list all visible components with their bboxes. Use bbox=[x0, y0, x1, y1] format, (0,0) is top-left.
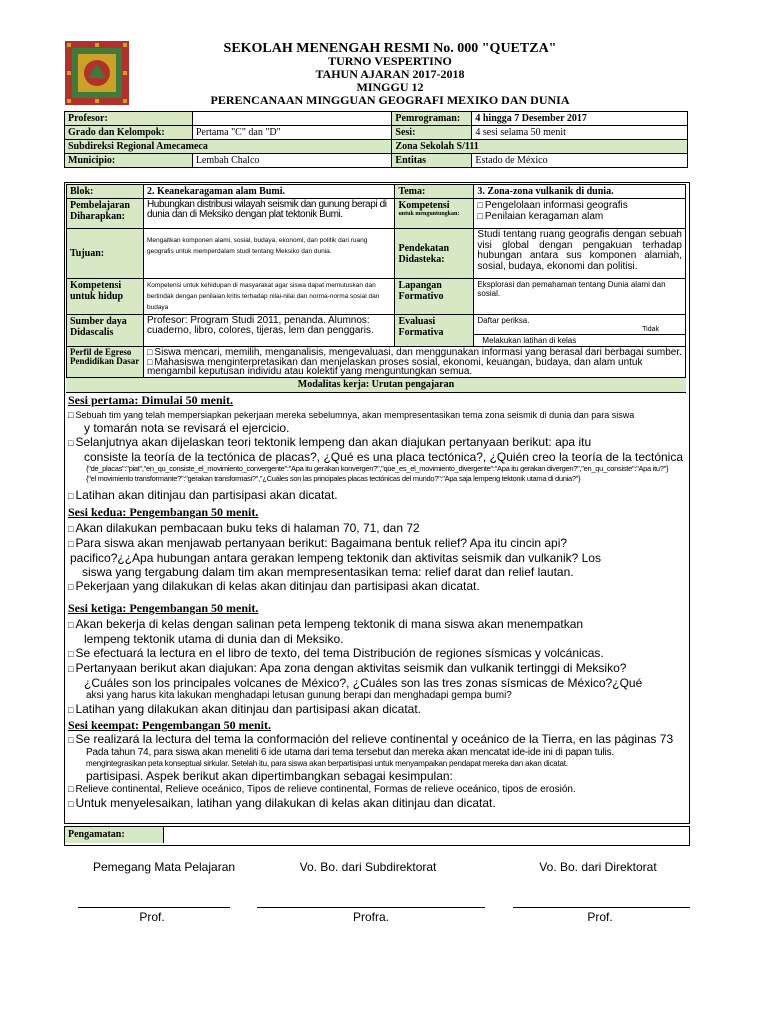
signature-1-name: Prof. bbox=[139, 910, 165, 924]
signature-2-title: Vo. Bo. dari Subdirektorat bbox=[299, 860, 437, 874]
session-2-text: pacifico?¿¿Apa hubungan antara gerakan lempeng tektonik dan aktivitas seismik dan vulkanik? Los bbox=[70, 551, 601, 565]
session-3-item: □ Latihan yang dilakukan akan ditinjau dan partisipasi akan dicatat. bbox=[68, 702, 688, 717]
session-2-text: siswa yang tergabung dalam tim akan mempresentasikan tema: relief darat dan relief lautan. bbox=[82, 565, 574, 579]
evaluasi-label: Evaluasi Formativa bbox=[395, 315, 474, 347]
session-2-item: □ Akan dilakukan pembacaan buku teks di halaman 70, 71, dan 72 bbox=[68, 521, 688, 536]
kompetensi-label: Kompetensi bbox=[398, 200, 450, 211]
week-number: MINGGU 12 bbox=[356, 80, 424, 94]
pembelajaran-value: Hubungkan distribusi wilayah seismik dan gunung berapi di dunia dan di Meksiko dengan plat tektonik Bumi. bbox=[143, 199, 395, 229]
sumber-value: Profesor: Program Studi 2011, penanda. Alumnos: cuaderno, libro, colores, tijeras, lem dan penggaris. bbox=[143, 315, 395, 347]
checkbox-icon bbox=[477, 211, 484, 222]
document-header bbox=[140, 42, 640, 107]
kompetensi-cell bbox=[395, 199, 474, 229]
session-4-text: partisipasi. Aspek berikut akan dipertimbangkan sebagai kesimpulan: bbox=[86, 769, 453, 783]
session-4-item: □ Relieve continental, Relieve oceánico, Tipos de relieve continental, Formas de relieve oceánico, tipos de erosión. bbox=[68, 783, 688, 796]
session-2 bbox=[68, 505, 688, 594]
municipio-label: Municipio: bbox=[65, 154, 193, 168]
profesor-value bbox=[192, 112, 392, 126]
session-4-title: Sesi keempat: Pengembangan 50 menit. bbox=[68, 718, 271, 732]
signature-2-name: Profra. bbox=[352, 910, 389, 924]
lapangan-value: Eksplorasi dan pemahaman tentang Dunia alami dan sosial. bbox=[474, 279, 686, 315]
session-4-item: □ Se realizará la lectura del tema la conformación del relieve continental y oceánico de la Tierra, en las páginas 73 bbox=[68, 732, 688, 747]
perfil-label: Perfil de Egreso Pendidikan Dasar bbox=[67, 347, 144, 379]
evaluasi-tidak: Tidak bbox=[474, 326, 685, 335]
signature-1-line bbox=[78, 907, 230, 908]
session-3-item: □ Pertanyaan berikut akan diajukan: Apa zona dengan aktivitas seismik dan vulkanik tertinggi di Meksiko? bbox=[68, 661, 688, 676]
session-4-item: □ Untuk menyelesaikan, latihan yang dilakukan di kelas akan ditinjau dan dicatat. bbox=[68, 796, 688, 811]
modalitas-header: Modalitas kerja: Urutan pengajaran bbox=[66, 377, 686, 393]
session-3-text: lempeng tektonik utama di dunia dan di Meksiko. bbox=[84, 632, 344, 646]
state-seal-logo bbox=[64, 40, 130, 106]
lapangan-label: Lapangan Formativo bbox=[395, 279, 474, 315]
session-1-text: y tomarán nota se revisará el ejercicio. bbox=[84, 421, 290, 435]
session-1 bbox=[68, 393, 688, 503]
session-1-json-text: {"de_placas":"piat","en_qu_consiste_el_movimiento_convergente":"Apa itu gerakan konvergen?","que_es_el_movimiento_divergente":"Apa itu gerakan divergen?","en_qu_consiste":"Apa itu?"} bbox=[86, 464, 669, 473]
session-3-text: aksi yang harus kita lakukan menghadapi letusan gunung berapi dan menghadapi gempa bumi? bbox=[86, 690, 512, 701]
session-3-title: Sesi ketiga: Pengembangan 50 menit. bbox=[68, 601, 259, 615]
checkbox-icon bbox=[477, 200, 484, 211]
pendekatan-label: Pendekatan Didasteka: bbox=[395, 229, 474, 279]
subdireksi-label: Subdireksi Regional Amecameca bbox=[65, 140, 392, 154]
zona-label: Zona Sekolah S/111 bbox=[392, 140, 688, 154]
shift: TURNO VESPERTINO bbox=[328, 54, 452, 68]
session-3-item: □ Akan bekerja di kelas dengan salinan peta lempeng tektonik di mana siswa akan menempatkan bbox=[68, 617, 688, 632]
pemrograman-label: Pemrograman: bbox=[392, 112, 472, 126]
municipio-value: Lembah Chalco bbox=[192, 154, 392, 168]
kompetensi-item-2: □ Penilaian keragaman alam bbox=[477, 211, 682, 222]
signature-1-title: Pemegang Mata Pelajaran bbox=[92, 860, 236, 874]
session-3-text: ¿Cuáles son los principales volcanes de México?, ¿Cuáles son las tres zonas sísmicas de México?¿Qué bbox=[84, 676, 643, 690]
pengamatan-value bbox=[169, 827, 689, 843]
session-2-item: □ Pekerjaan yang dilakukan di kelas akan ditinjau dan partisipasi akan dicatat. bbox=[68, 579, 688, 594]
perfil-item-1: □ Siswa mencari, memilih, menganalisis, mengevaluasi, dan menggunakan informasi yang berasal dari berbagai sumber. bbox=[147, 348, 682, 358]
session-4-text: Pada tahun 74, para siswa akan meneliti 6 ide utama dari tema tersebut dan mereka akan mencatat ide-ide ini di papan tulis. bbox=[86, 747, 614, 758]
session-1-item: □ Latihan akan ditinjau dan partisipasi akan dicatat. bbox=[68, 488, 688, 503]
entitas-label: Entitas bbox=[392, 154, 472, 168]
signature-2-line bbox=[257, 907, 485, 908]
sesi-label: Sesi: bbox=[392, 126, 472, 140]
session-2-item: □ Para siswa akan menjawab pertanyaan berikut: Bagaimana bentuk relief? Apa itu cincin api? bbox=[68, 536, 688, 551]
session-1-item: □ Sebuah tim yang telah mempersiapkan pekerjaan mereka sebelumnya, akan mempresentasikan tema zona seismik di dunia dan para siswa bbox=[68, 410, 688, 421]
tema-value: 3. Zona-zona vulkanik di dunia. bbox=[474, 185, 686, 199]
session-3-item: □ Se efectuará la lectura en el libro de texto, del tema Distribución de regiones sísmicas y volcánicas. bbox=[68, 646, 688, 661]
session-2-title: Sesi kedua: Pengembangan 50 menit. bbox=[68, 505, 259, 519]
sumber-label: Sumber daya Didascalis bbox=[67, 315, 144, 347]
tujuan-label: Tujuan: bbox=[67, 229, 144, 279]
blok-label: Blok: bbox=[67, 185, 144, 199]
session-1-title: Sesi pertama: Dimulai 50 menit. bbox=[68, 393, 233, 407]
kompetensi-item-1: □ Pengelolaan informasi geografis bbox=[477, 200, 682, 211]
tema-label: Tema: bbox=[395, 185, 474, 199]
kompetensi-hidup-value: Kompetensi untuk kehidupan di masyarakat agar siswa dapat memutuskan dan bertindak dengan penilaian kritis terhadap nilai-nilai dan norma-norma sosial dan budaya bbox=[143, 279, 395, 315]
evaluasi-item: Melakukan latihan di kelas bbox=[482, 336, 577, 345]
sesi-value: 4 sesi selama 50 menit bbox=[472, 126, 688, 140]
session-1-json-text: {"el movimiento transformante?":"gerakan transformasi?","¿Cuáles son las principales placas tectónicas del mundo?":"Apa saja lempeng tektonik utama di dunia?"} bbox=[86, 474, 581, 483]
kompetensi-sub: untuk menguntungkan: bbox=[398, 211, 460, 217]
evaluasi-value: Daftar periksa. bbox=[477, 316, 530, 325]
blok-value: 2. Keanekaragaman alam Bumi. bbox=[143, 185, 395, 199]
kompetensi-hidup-label: Kompetensi untuk hidup bbox=[67, 279, 144, 315]
pemrograman-value: 4 hingga 7 Desember 2017 bbox=[472, 112, 688, 126]
plan-title: PERENCANAAN MINGGUAN GEOGRAFI MEXIKO DAN DUNIA bbox=[210, 93, 570, 107]
perfil-item-2: □ Mahasiswa menginterpretasikan dan menjelaskan proses sosial, ekonomi, keuangan, budaya, dan alam untuk mengambil keputusan individu atau kolektif yang menguntungkan semua. bbox=[147, 358, 682, 377]
grado-value: Pertama "C" dan "D" bbox=[192, 126, 392, 140]
session-4-text: mengintegrasikan peta konseptual sirkular. Setelah itu, para siswa akan berpartisipasi untuk menyampaikan pendapat mereka dan akan dicatat. bbox=[86, 759, 568, 768]
profesor-label: Profesor: bbox=[65, 112, 193, 126]
session-4 bbox=[68, 718, 688, 811]
signature-3-title: Vo. Bo. dari Direktorat bbox=[539, 860, 657, 874]
pembelajaran-label: Pembelajaran Diharapkan: bbox=[67, 199, 144, 229]
session-3 bbox=[68, 601, 688, 717]
session-1-item: □ Selanjutnya akan dijelaskan teori tektonik lempeng dan akan diajukan pertanyaan berikut: apa itu bbox=[68, 435, 688, 450]
tujuan-value: Mengaitkan komponen alami, sosial, budaya, ekonomi, dan politik dari ruang geografis untuk memperdalam studi tentang Meksiko dan dunia. bbox=[143, 229, 395, 279]
signature-3-line bbox=[513, 907, 690, 908]
pendekatan-value: Studi tentang ruang geografis dengan sebuah visi global dengan pengakuan terhadap hubungan antara sus komponen alamiah, sosial, budaya, ekonomi dan politisi. bbox=[474, 229, 686, 279]
pengamatan-label: Pengamatan: bbox=[65, 827, 164, 843]
signature-3-name: Prof. bbox=[587, 910, 613, 924]
planning-table bbox=[66, 184, 686, 379]
grado-label: Grado dan Kelompok: bbox=[65, 126, 193, 140]
school-name: SEKOLAH MENENGAH RESMI No. 000 "QUETZA" bbox=[223, 41, 557, 56]
school-year: TAHUN AJARAN 2017-2018 bbox=[315, 67, 465, 81]
entitas-value: Estado de México bbox=[472, 154, 688, 168]
pengamatan-row bbox=[64, 826, 690, 846]
info-table bbox=[64, 111, 688, 168]
session-1-text: consiste la teoría de la tectónica de placas?, ¿Qué es una placa tectónica?, ¿Quién creo la teoría de la tectónica bbox=[84, 450, 684, 464]
